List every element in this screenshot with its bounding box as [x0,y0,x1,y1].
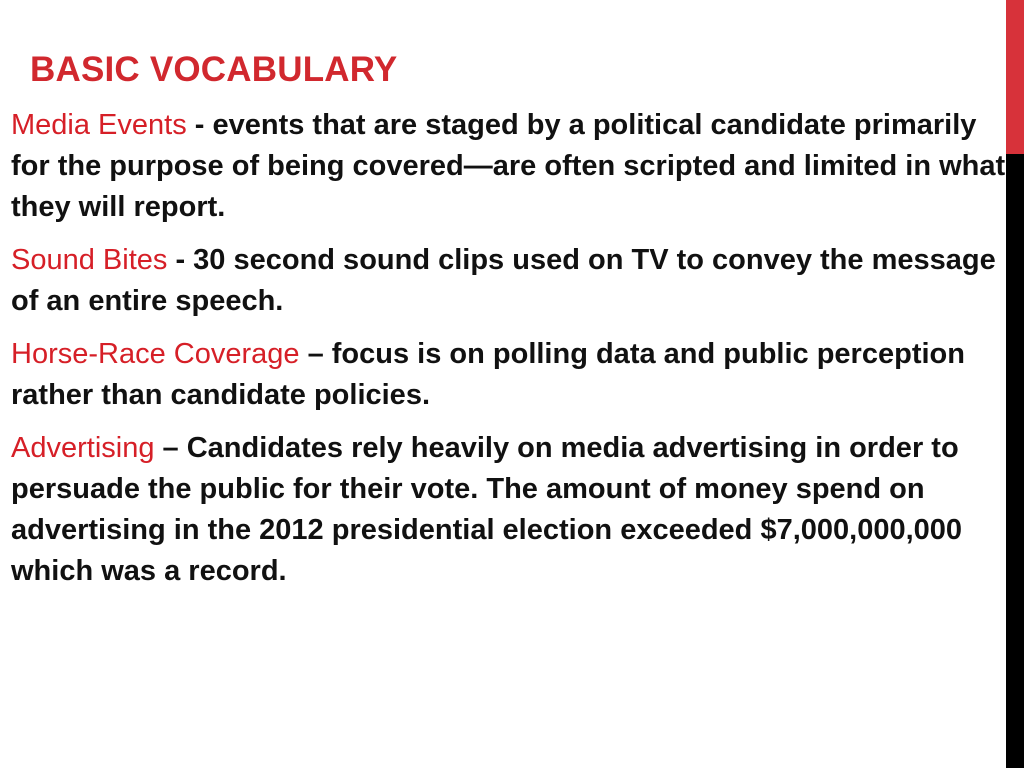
vocabulary-entry-horse-race-coverage [11,334,1011,416]
vocabulary-definition: – focus is on polling data and public perception rather than candidate policies. [11,338,965,411]
vocabulary-entry-sound-bites [11,240,1011,322]
vocabulary-entry-advertising [11,428,1011,592]
slide-title: BASIC VOCABULARY [30,50,398,89]
vocabulary-definition: - 30 second sound clips used on TV to convey the message of an entire speech. [11,244,996,317]
vocabulary-list [11,105,1011,604]
vocabulary-term: Sound Bites [11,244,168,276]
vocabulary-term: Advertising [11,432,155,464]
vocabulary-definition: – Candidates rely heavily on media advertising in order to persuade the public for their vote. The amount of money spend on advertising in the 2012 presidential election exceeded $7,000,000,000 which was a record. [11,432,963,587]
vocabulary-entry-media-events [11,105,1011,228]
vocabulary-term: Horse-Race Coverage [11,338,300,370]
vocabulary-definition: - events that are staged by a political candidate primarily for the purpose of being covered—are often scripted and limited in what they will report. [11,109,1006,223]
vocabulary-term: Media Events [11,109,187,141]
